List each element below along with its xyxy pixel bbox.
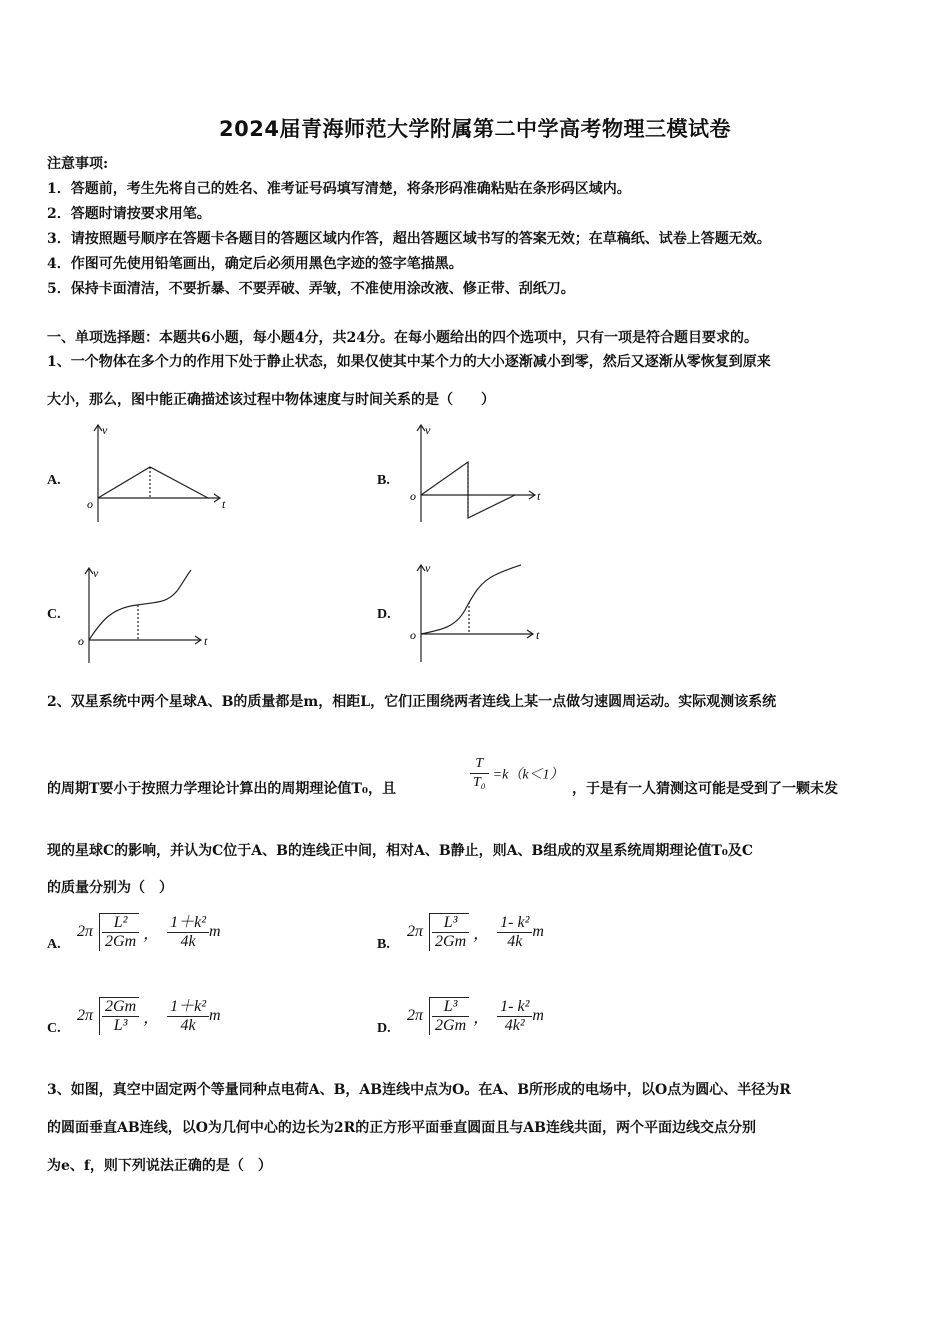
q2-option-b-m: m xyxy=(532,923,544,940)
q2-option-c-m: m xyxy=(209,1007,221,1024)
q1-graph-a xyxy=(82,420,232,525)
notice-item-2: 2．答题时请按要求用笔。 xyxy=(47,206,211,222)
q2-option-b-m-den: 4k xyxy=(507,932,523,950)
q2-option-b-comma: ， xyxy=(473,925,490,943)
q2-option-c-m-den: 4k xyxy=(180,1016,196,1034)
q2-stem-line4: 的质量分别为（ ） xyxy=(47,880,173,896)
page-title: 2024届青海师范大学附属第二中学高考物理三模试卷 xyxy=(219,117,731,141)
notice-item-4: 4．作图可先使用铅笔画出，确定后必须用黑色字迹的签字笔描黑。 xyxy=(47,256,463,272)
q1-graph-b xyxy=(405,420,555,525)
q2-option-d-m: m xyxy=(532,1007,544,1024)
q2-option-a-comma: ， xyxy=(143,925,160,943)
q2-option-c-comma: ， xyxy=(143,1009,160,1027)
q2-stem-line3: 现的星球C的影响，并认为C位于A、B的连线正中间，相对A、B静止，则A、B组成的双星系统周期理论值T₀及C xyxy=(47,843,754,859)
q2-option-a-m-num: 1＋k² xyxy=(167,914,209,933)
q2-option-d-comma: ， xyxy=(473,1009,490,1027)
q2-option-d-rad-den: 2Gm xyxy=(435,1017,467,1034)
q3-stem-line2: 的圆面垂直AB连线，以O为几何中心的边长为2R的正方形平面垂直圆面且与AB连线共面，两个平面边线交点分别 xyxy=(47,1120,756,1136)
notice-item-1: 1．答题前，考生先将自己的姓名、准考证号码填写清楚，将条形码准确粘贴在条形码区域内。 xyxy=(47,181,631,197)
q2-option-c-m-num: 1＋k² xyxy=(167,998,209,1017)
q2-stem-line2b: ，于是有一人猜测这可能是受到了一颗未发 xyxy=(572,781,838,797)
notice-heading: 注意事项: xyxy=(47,156,109,172)
q2-option-b-pref: 2π xyxy=(407,923,424,940)
q2-option-c-formula xyxy=(77,997,221,1035)
q1-option-b-label[interactable]: B. xyxy=(377,473,390,488)
q1-graph-a-origin: o xyxy=(87,497,93,511)
q2-ratio-rhs: =k（k＜1） xyxy=(492,767,564,783)
q3-stem-line1: 3、如图，真空中固定两个等量同种点电荷A、B，AB连线中点为O。在A、B所形成的电场中，以O点为圆心、半径为R xyxy=(47,1082,791,1098)
q2-option-c-pref: 2π xyxy=(77,1007,94,1024)
section-heading: 一、单项选择题：本题共6小题，每小题4分，共24分。在每小题给出的四个选项中，只有一项是符合题目要求的。 xyxy=(47,330,758,346)
q2-option-d-m-num: 1- k² xyxy=(497,998,532,1017)
q2-option-d-m-den: 4k² xyxy=(504,1016,525,1034)
q3-stem-line3: 为e、f，则下列说法正确的是（ ） xyxy=(47,1158,272,1174)
notice-item-3: 3．请按照题号顺序在答题卡各题目的答题区域内作答，超出答题区域书写的答案无效；在草稿纸、试卷上答题无效。 xyxy=(47,231,771,247)
q2-option-b-label[interactable]: B. xyxy=(377,937,390,952)
q2-stem-line1: 2、双星系统中两个星球A、B的质量都是m，相距L，它们正围绕两者连线上某一点做匀速圆周运动。实际观测该系统 xyxy=(47,694,777,710)
q2-stem-line2a: 的周期T要小于按照力学理论计算出的周期理论值T₀，且 xyxy=(47,781,396,797)
q1-graph-b-origin: o xyxy=(410,489,416,503)
q2-option-c-label[interactable]: C. xyxy=(47,1021,61,1036)
q2-option-d-rad-num: L³ xyxy=(432,998,469,1017)
q1-graph-a-axis-v: v xyxy=(102,423,108,437)
q2-option-c-rad-num: 2Gm xyxy=(102,998,139,1017)
q1-graph-c-axis-v: v xyxy=(93,566,99,580)
q1-graph-a-axis-t: t xyxy=(222,497,226,511)
q1-stem-line2: 大小，那么，图中能正确描述该过程中物体速度与时间关系的是（ ） xyxy=(47,392,495,408)
q1-option-d-label[interactable]: D. xyxy=(377,607,391,622)
q1-graph-c-origin: o xyxy=(78,634,84,648)
q1-graph-d-origin: o xyxy=(410,628,416,642)
q1-graph-c xyxy=(77,563,227,665)
q1-graph-d xyxy=(405,560,555,665)
q2-option-b-rad-den: 2Gm xyxy=(435,933,467,950)
q1-graph-b-axis-t: t xyxy=(537,489,541,503)
notice-item-5: 5．保持卡面清洁，不要折暴、不要弄破、弄皱，不准使用涂改液、修正带、刮纸刀。 xyxy=(47,281,575,297)
q2-option-c-rad-den: L³ xyxy=(113,1017,128,1034)
q1-option-a-label[interactable]: A. xyxy=(47,473,61,488)
q2-option-a-m: m xyxy=(209,923,221,940)
q2-option-a-rad-den: 2Gm xyxy=(105,933,137,950)
q2-option-d-label[interactable]: D. xyxy=(377,1021,391,1036)
q2-ratio-num: T xyxy=(470,755,489,774)
q2-option-a-label[interactable]: A. xyxy=(47,937,61,952)
q2-option-a-m-den: 4k xyxy=(180,932,196,950)
q1-graph-b-axis-v: v xyxy=(425,423,431,437)
q2-option-b-m-num: 1- k² xyxy=(497,914,532,933)
q2-option-d-formula xyxy=(407,997,544,1035)
q2-option-a-pref: 2π xyxy=(77,923,94,940)
q1-graph-c-axis-t: t xyxy=(204,634,208,648)
q2-option-a-formula xyxy=(77,913,221,951)
q1-graph-d-axis-t: t xyxy=(536,628,540,642)
q2-option-b-formula xyxy=(407,913,544,951)
q2-option-b-rad-num: L³ xyxy=(432,914,469,933)
q1-stem-line1: 1、一个物体在多个力的作用下处于静止状态，如果仅使其中某个力的大小逐渐减小到零，然后又逐渐从零恢复到原来 xyxy=(47,354,771,370)
q2-option-d-pref: 2π xyxy=(407,1007,424,1024)
q2-ratio-den: T₀ xyxy=(473,775,486,790)
q2-ratio-formula xyxy=(470,755,564,792)
q1-option-c-label[interactable]: C. xyxy=(47,607,61,622)
q1-graph-d-axis-v: v xyxy=(425,561,431,575)
q2-option-a-rad-num: L² xyxy=(102,914,139,933)
